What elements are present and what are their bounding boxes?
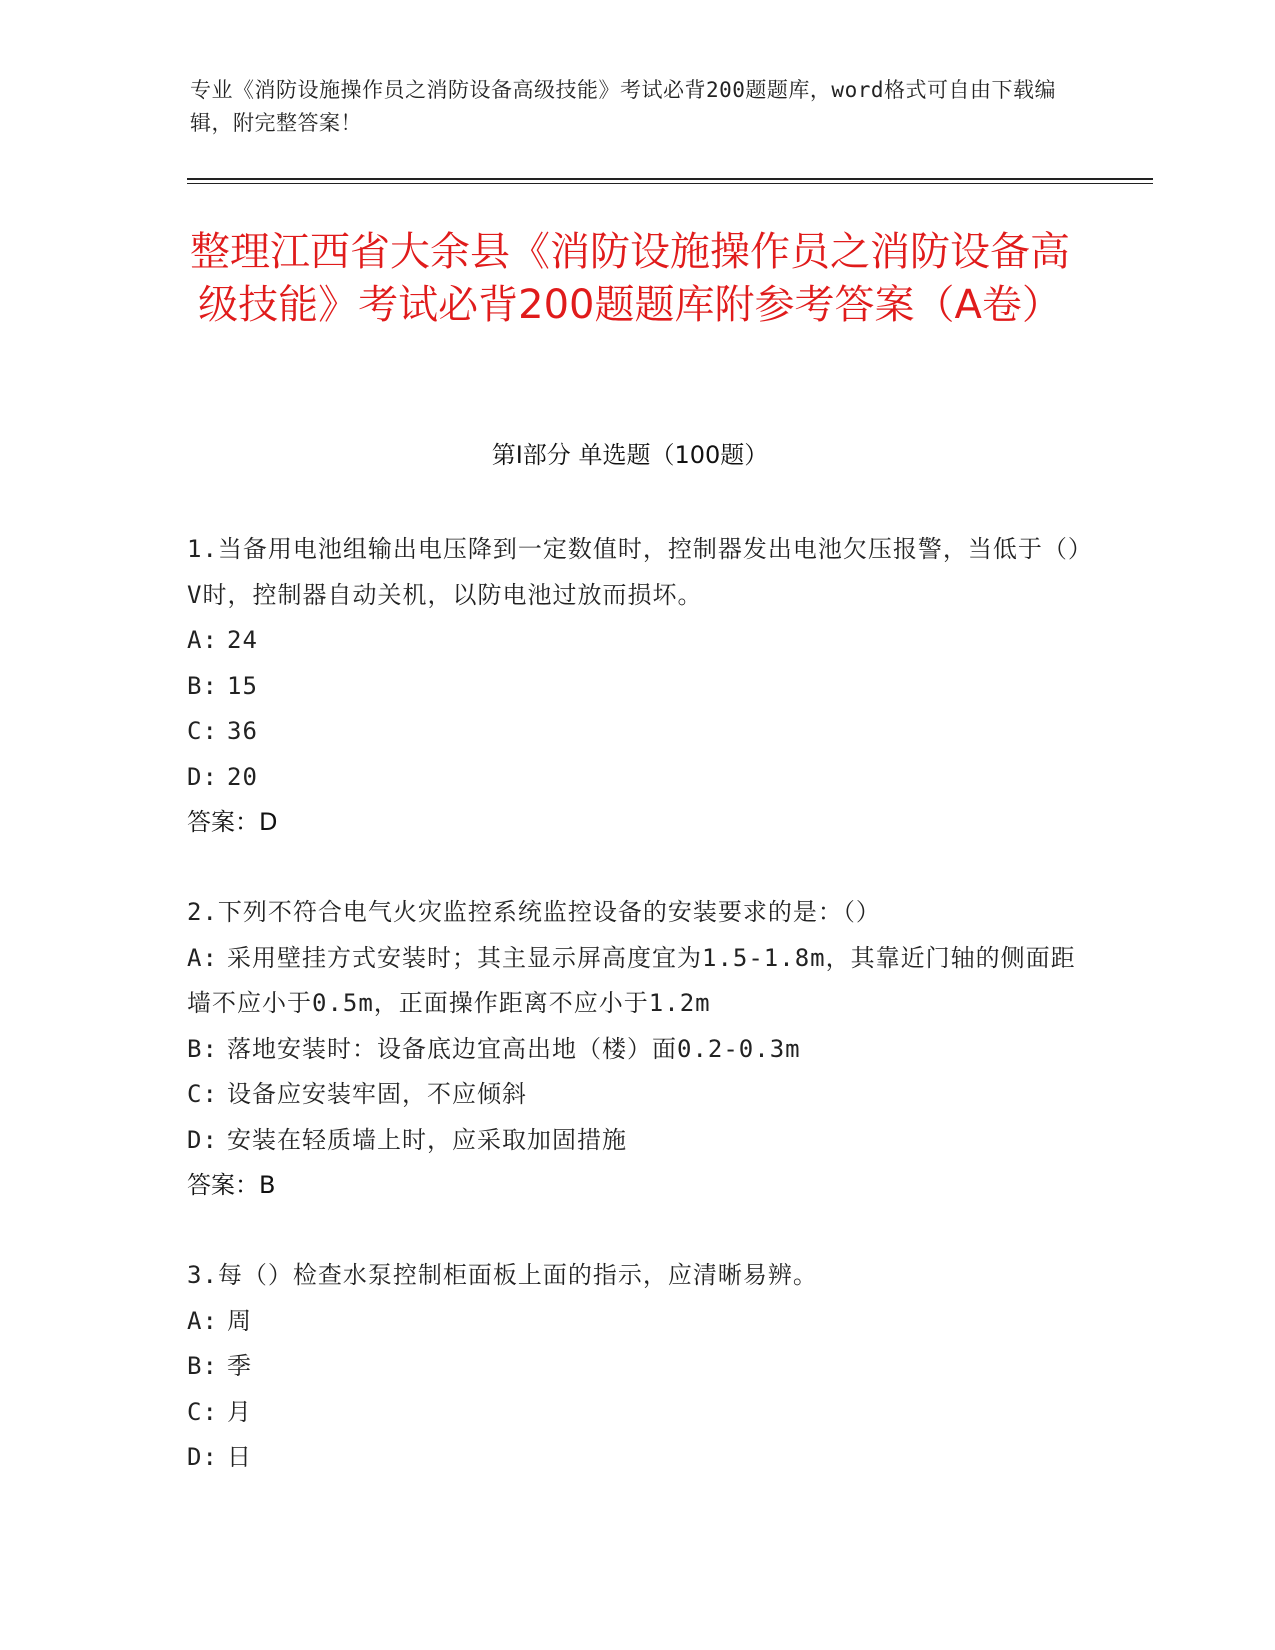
- question-1: [187, 527, 1087, 846]
- header-divider-thin: [187, 183, 1153, 184]
- option-a: [187, 618, 1087, 664]
- option-letter: B:: [187, 1034, 218, 1063]
- option-c: [187, 1072, 1087, 1118]
- document-title: 整理江西省大余县《消防设施操作员之消防设备高级技能》考试必背200题题库附参考答案（A卷）: [190, 229, 1070, 328]
- answer-line: 答案：D: [187, 808, 278, 836]
- option-letter: B:: [187, 671, 218, 700]
- answer-line: 答案：B: [187, 1171, 276, 1199]
- option-letter: C:: [187, 1397, 218, 1426]
- option-d: [187, 1118, 1087, 1164]
- option-text: 采用壁挂方式安装时；其主显示屏高度宜为1.5-1.8m，其靠近门轴的侧面距墙不应小于0.5m，正面操作距离不应小于1.2m: [187, 943, 1076, 1017]
- option-letter: C:: [187, 1080, 218, 1108]
- question-stem: 3.每（）检查水泵控制柜面板上面的指示，应清晰易辨。: [187, 1261, 818, 1289]
- option-text: 20: [227, 762, 258, 791]
- option-text: 设备应安装牢固，不应倾斜: [227, 1080, 527, 1108]
- option-text: 24: [227, 626, 258, 654]
- option-text: 安装在轻质墙上时，应采取加固措施: [227, 1125, 627, 1154]
- option-letter: D:: [187, 1443, 218, 1471]
- option-text: 周: [227, 1306, 252, 1335]
- option-letter: D:: [187, 1125, 218, 1154]
- option-letter: C:: [187, 717, 218, 745]
- option-b: [187, 1344, 1087, 1390]
- question-stem: 1.当备用电池组输出电压降到一定数值时，控制器发出电池欠压报警，当低于（）V时，控制器自动关机，以防电池过放而损坏。: [187, 535, 1081, 609]
- header-divider-thick: [187, 178, 1153, 180]
- option-c: [187, 1390, 1087, 1436]
- option-text: 月: [227, 1397, 252, 1426]
- option-letter: D:: [187, 762, 218, 791]
- header-note: 专业《消防设施操作员之消防设备高级技能》考试必背200题题库，word格式可自由下载编辑，附完整答案！: [190, 78, 1056, 135]
- option-text: 落地安装时：设备底边宜高出地（楼）面0.2-0.3m: [227, 1034, 801, 1063]
- option-d: [187, 1435, 1087, 1481]
- option-text: 日: [227, 1443, 252, 1471]
- option-text: 36: [227, 717, 258, 745]
- option-b: [187, 664, 1087, 710]
- option-letter: A:: [187, 943, 218, 972]
- section-heading: 第I部分 单选题（100题）: [491, 441, 769, 469]
- option-a: [187, 1299, 1087, 1345]
- option-text: 15: [227, 671, 258, 700]
- option-letter: A:: [187, 1306, 218, 1335]
- option-letter: B:: [187, 1352, 218, 1380]
- option-c: [187, 709, 1087, 755]
- question-stem: 2.下列不符合电气火灾监控系统监控设备的安装要求的是：（）: [187, 898, 881, 926]
- option-d: [187, 755, 1087, 801]
- option-a: [187, 936, 1087, 1027]
- question-3: [187, 1253, 1087, 1481]
- option-letter: A:: [187, 626, 218, 654]
- option-b: [187, 1027, 1087, 1073]
- option-text: 季: [227, 1352, 252, 1380]
- question-2: [187, 890, 1087, 1209]
